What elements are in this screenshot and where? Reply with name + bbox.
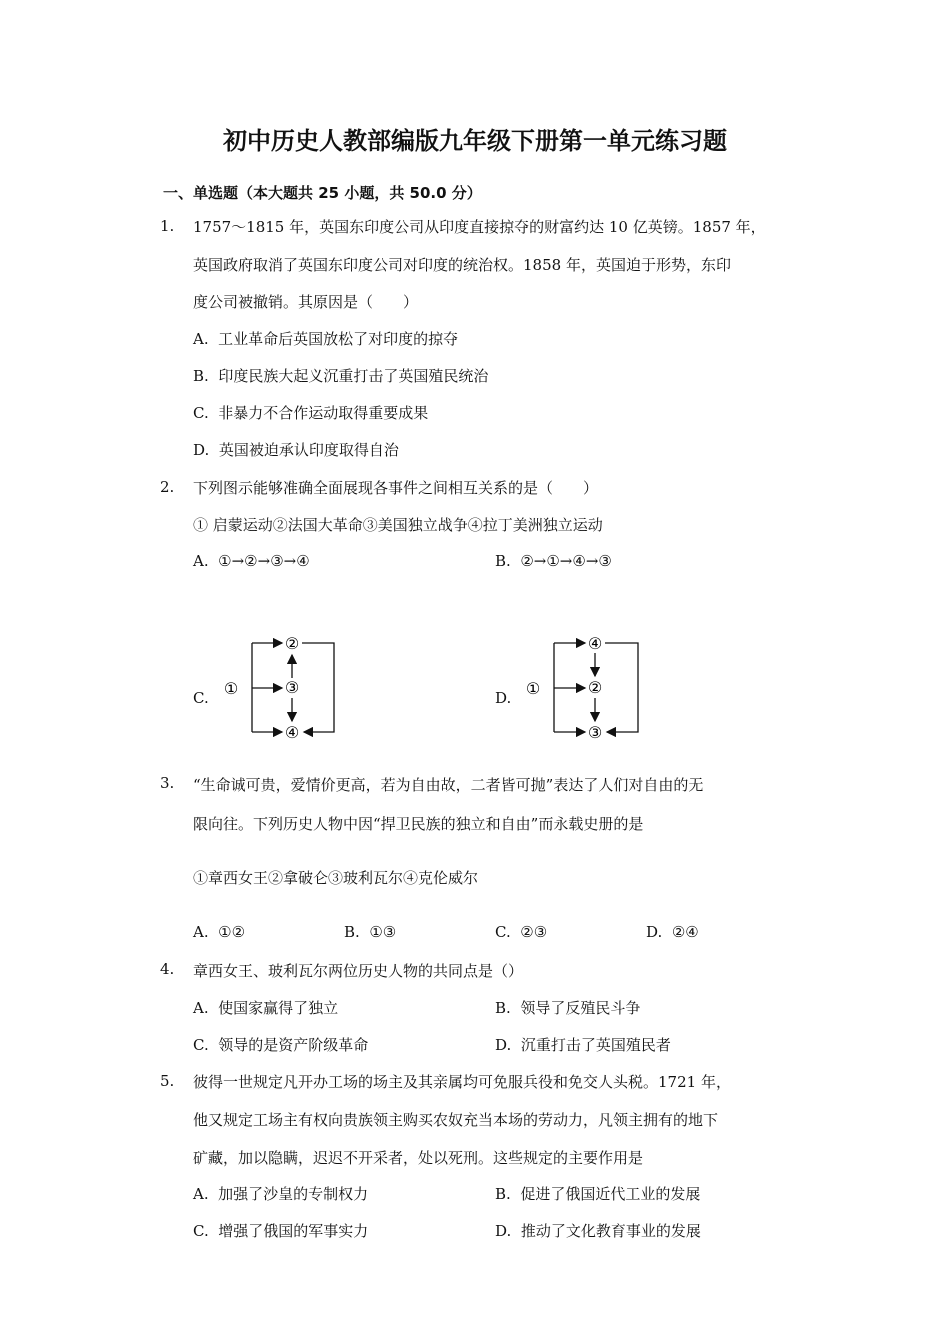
question-3-option-d[interactable]: D. ②④ [646, 923, 699, 941]
question-5-option-d[interactable]: D. 推动了文化教育事业的发展 [495, 1222, 701, 1240]
diagram-d-node-mid: ② [587, 678, 603, 697]
question-4-stem: 章西女王、玻利瓦尔两位历史人物的共同点是（） [193, 962, 524, 980]
question-2-option-c[interactable]: C. [193, 689, 209, 707]
question-4-number: 4. [160, 960, 175, 978]
diagram-c [218, 630, 348, 745]
question-3-option-a[interactable]: A. ①② [193, 923, 246, 941]
diagram-c-node-mid: ③ [284, 678, 300, 697]
question-2-option-a[interactable]: A. ①→②→③→④ [193, 552, 310, 570]
question-4-option-a[interactable]: A. 使国家赢得了独立 [193, 999, 339, 1017]
question-1-number: 1. [160, 217, 175, 235]
question-4-option-d[interactable]: D. 沉重打击了英国殖民者 [495, 1036, 671, 1054]
question-4-option-c[interactable]: C. 领导的是资产阶级革命 [193, 1036, 369, 1054]
question-1-line-3: 度公司被撤销。其原因是（ ） [193, 293, 419, 311]
question-1-line-1: 1757～1815 年，英国东印度公司从印度直接掠夺的财富约达 10 亿英镑。1857 年， [193, 218, 766, 236]
diagram-c-node-top: ② [284, 634, 300, 653]
question-5-option-c[interactable]: C. 增强了俄国的军事实力 [193, 1222, 369, 1240]
question-1-option-c[interactable]: C. 非暴力不合作运动取得重要成果 [193, 404, 429, 422]
question-5-line-2: 他又规定工场主有权向贵族领主购买农奴充当本场的劳动力，凡领主拥有的地下 [193, 1111, 719, 1129]
diagram-c-node-bottom: ④ [284, 723, 300, 742]
question-2-option-d[interactable]: D. [495, 689, 512, 707]
question-5-number: 5. [160, 1072, 175, 1090]
diagram-c-node-left: ① [223, 679, 239, 698]
diagram-d-node-bottom: ③ [587, 723, 603, 742]
question-5-line-1: 彼得一世规定凡开办工场的场主及其亲属均可免服兵役和免交人头税。1721 年， [193, 1073, 731, 1091]
question-3-option-c[interactable]: C. ②③ [495, 923, 548, 941]
question-3-line-1: “生命诚可贵，爱情价更高，若为自由故，二者皆可抛”表达了人们对自由的无 [193, 776, 704, 794]
question-5-option-a[interactable]: A. 加强了沙皇的专制权力 [193, 1185, 369, 1203]
question-2-option-b[interactable]: B. ②→①→④→③ [495, 552, 612, 570]
question-3-option-b[interactable]: B. ①③ [344, 923, 397, 941]
question-1-line-2: 英国政府取消了英国东印度公司对印度的统治权。1858 年，英国迫于形势，东印 [193, 256, 731, 274]
question-1-option-b[interactable]: B. 印度民族大起义沉重打击了英国殖民统治 [193, 367, 489, 385]
question-3-line-2: 限向往。下列历史人物中因“捍卫民族的独立和自由”而永载史册的是 [193, 815, 644, 833]
diagram-d-node-left: ① [525, 679, 541, 698]
question-5-line-3: 矿藏，加以隐瞒，迟迟不开采者，处以死刑。这些规定的主要作用是 [193, 1149, 644, 1167]
page-title: 初中历史人教部编版九年级下册第一单元练习题 [223, 127, 727, 155]
diagram-d-node-top: ④ [587, 634, 603, 653]
question-1-option-a[interactable]: A. 工业革命后英国放松了对印度的掠夺 [193, 330, 459, 348]
question-2-stem: 下列图示能够准确全面展现各事件之间相互关系的是（ ） [193, 479, 599, 497]
question-3-items: ①章西女王②拿破仑③玻利瓦尔④克伦威尔 [193, 869, 479, 887]
diagram-d [520, 630, 650, 745]
question-1-option-d[interactable]: D. 英国被迫承认印度取得自治 [193, 441, 399, 459]
question-4-option-b[interactable]: B. 领导了反殖民斗争 [495, 999, 641, 1017]
question-2-items: ① 启蒙运动②法国大革命③美国独立战争④拉丁美洲独立运动 [193, 516, 603, 534]
question-5-option-b[interactable]: B. 促进了俄国近代工业的发展 [495, 1185, 701, 1203]
question-3-number: 3. [160, 774, 175, 792]
section-heading: 一、单选题（本大题共 25 小题，共 50.0 分） [163, 184, 482, 202]
question-2-number: 2. [160, 478, 175, 496]
